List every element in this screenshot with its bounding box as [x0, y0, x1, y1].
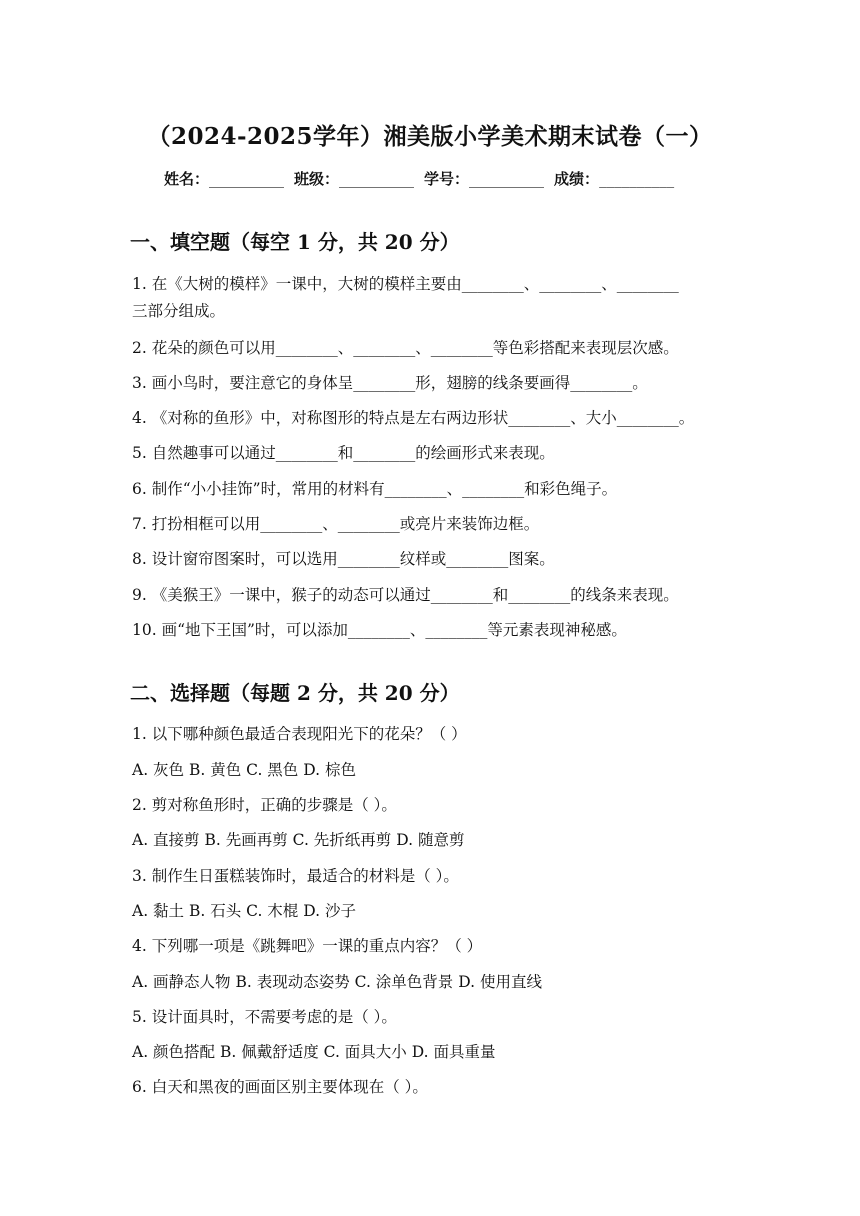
- score-label: 成绩：: [554, 170, 600, 188]
- choice-q2: 2. 剪对称鱼形时，正确的步骤是（ ）。: [132, 796, 397, 814]
- fill-blank-q1-cont: 三部分组成。: [132, 302, 226, 320]
- choice-q1: 1. 以下哪种颜色最适合表现阳光下的花朵？（ ）: [132, 725, 467, 743]
- choice-q4-options: A. 画静态人物 B. 表现动态姿势 C. 涂单色背景 D. 使用直线: [132, 973, 542, 991]
- choice-q6: 6. 白天和黑夜的画面区别主要体现在（ ）。: [132, 1078, 428, 1096]
- fill-blank-q3: 3. 画小鸟时，要注意它的身体呈________形，翅膀的线条要画得________。: [132, 374, 648, 392]
- class-label: 班级：: [294, 170, 340, 188]
- fill-blank-q8: 8. 设计窗帘图案时，可以选用________纹样或________图案。: [132, 550, 555, 568]
- fill-blank-q4: 4. 《对称的鱼形》中，对称图形的特点是左右两边形状________、大小________。: [132, 409, 695, 427]
- score-field: [554, 168, 674, 189]
- fill-blank-q7: 7. 打扮相框可以用________、________或亮片来装饰边框。: [132, 515, 540, 533]
- score-blank: __________: [599, 170, 675, 188]
- choice-q5-options: A. 颜色搭配 B. 佩戴舒适度 C. 面具大小 D. 面具重量: [132, 1043, 496, 1061]
- name-field: [164, 168, 284, 189]
- class-blank: __________: [339, 170, 415, 188]
- exam-title: （2024-2025学年）湘美版小学美术期末试卷（一）: [147, 123, 713, 150]
- section-fill-blank-title: 一、填空题（每空 1 分，共 20 分）: [130, 230, 460, 254]
- class-field: [294, 168, 414, 189]
- choice-q2-options: A. 直接剪 B. 先画再剪 C. 先折纸再剪 D. 随意剪: [132, 831, 465, 849]
- fill-blank-q6: 6. 制作“小小挂饰”时，常用的材料有________、________和彩色绳子。: [132, 480, 618, 498]
- name-blank: __________: [209, 170, 285, 188]
- fill-blank-q9: 9. 《美猴王》一课中，猴子的动态可以通过________和________的线条来表现。: [132, 586, 679, 604]
- section-choice-title: 二、选择题（每题 2 分，共 20 分）: [130, 681, 460, 705]
- fill-blank-q10: 10. 画“地下王国”时，可以添加________、________等元素表现神秘感。: [132, 621, 627, 639]
- student-number-label: 学号：: [424, 170, 470, 188]
- choice-q3: 3. 制作生日蛋糕装饰时，最适合的材料是（ ）。: [132, 867, 459, 885]
- choice-q4: 4. 下列哪一项是《跳舞吧》一课的重点内容？（ ）: [132, 937, 483, 955]
- fill-blank-q5: 5. 自然趣事可以通过________和________的绘画形式来表现。: [132, 444, 555, 462]
- fill-blank-q2: 2. 花朵的颜色可以用________、________、________等色彩搭配来表现层次感。: [132, 339, 679, 357]
- fill-blank-q1: 1. 在《大树的模样》一课中，大树的模样主要由________、________、________: [132, 275, 679, 293]
- name-label: 姓名：: [164, 170, 210, 188]
- choice-q3-options: A. 黏土 B. 石头 C. 木棍 D. 沙子: [132, 902, 356, 920]
- student-number-blank: __________: [469, 170, 545, 188]
- student-info-row: [164, 168, 684, 189]
- choice-q5: 5. 设计面具时，不需要考虑的是（ ）。: [132, 1008, 397, 1026]
- choice-q1-options: A. 灰色 B. 黄色 C. 黑色 D. 棕色: [132, 761, 356, 779]
- student-number-field: [424, 168, 544, 189]
